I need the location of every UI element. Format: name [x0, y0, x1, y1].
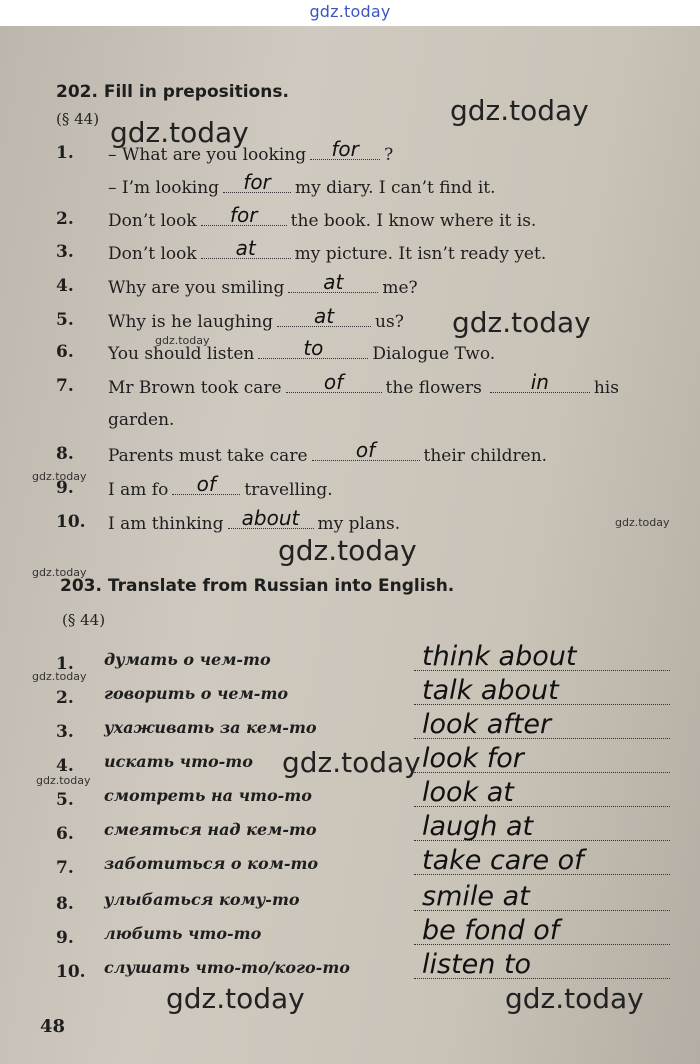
answer-blank[interactable]: [288, 270, 378, 294]
item-number: 9.: [56, 478, 74, 498]
exercise-item: [0, 438, 700, 474]
russian-phrase: смеяться над кем-то: [104, 820, 317, 839]
sentence-start: Mr Brown took care: [108, 378, 282, 398]
item-number: 10.: [56, 512, 86, 532]
answer-line[interactable]: [414, 811, 670, 842]
watermark: gdz.today: [155, 334, 210, 347]
item-number: 8.: [56, 894, 74, 914]
handwritten-translation: look at: [422, 777, 514, 808]
handwritten-answer: of: [196, 472, 216, 496]
item-number: 2.: [56, 688, 74, 708]
watermark: gdz.today: [110, 116, 249, 149]
handwritten-translation: be fond of: [422, 915, 560, 946]
handwritten-translation: smile at: [422, 881, 530, 912]
sentence-end: my diary. I can’t find it.: [295, 178, 496, 198]
handwritten-answer: of: [355, 438, 376, 462]
item-sentence: [108, 506, 401, 534]
item-number: 6.: [56, 342, 74, 362]
sentence-end: Dialogue Two.: [372, 344, 496, 364]
item-number: 7.: [56, 858, 74, 878]
translation-item: [0, 881, 700, 918]
handwritten-answer: in: [530, 370, 549, 394]
item-number: 4.: [56, 756, 74, 776]
russian-phrase: ухаживать за кем-то: [104, 718, 317, 737]
sentence-start: Don’t look: [108, 211, 197, 231]
handwritten-translation: look after: [422, 709, 552, 740]
answer-line[interactable]: [414, 641, 670, 672]
russian-phrase: искать что-то: [104, 752, 253, 771]
sentence-start: I am thinking: [108, 514, 224, 534]
item-sentence: [108, 236, 547, 264]
russian-phrase: улыбаться кому-то: [104, 890, 300, 909]
item-sentence: [108, 472, 333, 500]
item-sentence: [108, 170, 496, 198]
item-number: 4.: [56, 276, 74, 296]
answer-blank[interactable]: [286, 370, 382, 394]
item-number: 10.: [56, 962, 86, 982]
exercise-202-ref: (§ 44): [56, 110, 100, 128]
exercise-item: [0, 137, 700, 173]
handwritten-translation: look for: [422, 743, 524, 774]
item-number: 8.: [56, 444, 74, 464]
watermark: gdz.today: [452, 306, 591, 339]
watermark: gdz.today: [282, 746, 421, 779]
translation-item: [0, 845, 700, 882]
item-sentence: [108, 438, 548, 466]
item-sentence: [108, 410, 174, 430]
answer-blank[interactable]: [172, 472, 240, 496]
watermark: gdz.today: [505, 982, 644, 1015]
watermark: gdz.today: [278, 534, 417, 567]
top-watermark: gdz.today: [309, 2, 391, 21]
sentence-start: – What are you looking: [108, 145, 307, 165]
item-sentence: [108, 203, 537, 231]
sentence-end: their children.: [423, 446, 548, 466]
answer-blank[interactable]: [310, 137, 380, 161]
item-number: 1.: [56, 654, 74, 674]
handwritten-answer: for: [331, 137, 359, 161]
item-number: 5.: [56, 790, 74, 810]
item-number: 2.: [56, 209, 74, 229]
watermark: gdz.today: [32, 470, 87, 483]
russian-phrase: слушать что-то/кого-то: [104, 958, 350, 977]
answer-blank[interactable]: [201, 236, 291, 260]
sentence-end: ?: [384, 145, 394, 165]
exercise-item: [0, 270, 700, 306]
handwritten-answer: at: [323, 270, 344, 294]
translation-item: [0, 915, 700, 952]
sentence-start: Parents must take care: [108, 446, 308, 466]
exercise-item: [0, 236, 700, 272]
exercise-202-title: 202. Fill in prepositions.: [56, 82, 289, 102]
exercise-item: [0, 203, 700, 239]
sentence-end: the flowers: [385, 378, 482, 398]
sentence-end: travelling.: [244, 480, 333, 500]
sentence-start: You should listen: [108, 344, 255, 364]
answer-blank[interactable]: [223, 170, 291, 194]
translation-item: [0, 811, 700, 848]
item-sentence: [108, 304, 404, 332]
sentence-start: – I’m looking: [108, 178, 220, 198]
answer-blank[interactable]: [490, 370, 590, 394]
textbook-page: [0, 26, 700, 1064]
answer-line[interactable]: [414, 881, 670, 912]
answer-blank[interactable]: [312, 438, 420, 462]
sentence-end: his: [593, 378, 619, 398]
item-number: 7.: [56, 376, 74, 396]
exercise-item: [0, 304, 700, 340]
answer-blank[interactable]: [258, 336, 368, 360]
translation-item: [0, 709, 700, 746]
answer-line[interactable]: [414, 949, 670, 980]
russian-phrase: любить что-то: [104, 924, 262, 943]
answer-blank[interactable]: [228, 506, 314, 530]
item-number: 6.: [56, 824, 74, 844]
handwritten-translation: take care of: [422, 845, 584, 876]
handwritten-answer: at: [235, 236, 256, 260]
page-number: 48: [40, 1016, 66, 1037]
item-number: 3.: [56, 242, 74, 262]
item-number: 1.: [56, 143, 74, 163]
exercise-item: [0, 370, 700, 406]
sentence-start: garden.: [108, 410, 175, 430]
item-number: 5.: [56, 310, 74, 330]
exercise-203-title: 203. Translate from Russian into English.: [60, 576, 455, 596]
sentence-end: me?: [382, 278, 418, 298]
sentence-start: Don’t look: [108, 244, 197, 264]
watermark: gdz.today: [450, 94, 589, 127]
watermark: gdz.today: [32, 670, 87, 683]
answer-line[interactable]: [414, 743, 670, 774]
handwritten-answer: of: [323, 370, 344, 394]
russian-phrase: говорить о чем-то: [104, 684, 289, 703]
handwritten-answer: at: [313, 304, 335, 328]
watermark: gdz.today: [615, 516, 670, 529]
handwritten-translation: think about: [422, 641, 577, 672]
russian-phrase: смотреть на что-то: [104, 786, 312, 805]
sentence-end: us?: [375, 312, 404, 332]
answer-blank[interactable]: [277, 304, 371, 328]
watermark: gdz.today: [32, 566, 87, 579]
exercise-203-ref: (§ 44): [62, 611, 106, 629]
item-number: 9.: [56, 928, 74, 948]
handwritten-translation: talk about: [422, 675, 559, 706]
sentence-start: Why is he laughing: [108, 312, 274, 332]
item-sentence: [108, 370, 619, 398]
exercise-item: [0, 170, 700, 206]
item-sentence: [108, 270, 418, 298]
handwritten-answer: to: [303, 336, 324, 360]
answer-line[interactable]: [414, 845, 670, 876]
exercise-item: [0, 410, 700, 440]
sentence-end: my picture. It isn’t ready yet.: [294, 244, 547, 264]
russian-phrase: заботиться о ком-то: [104, 854, 319, 873]
sentence-end: the book. I know where it is.: [290, 211, 537, 231]
translation-item: [0, 641, 700, 678]
sentence-start: I am fo: [108, 480, 169, 500]
answer-line[interactable]: [414, 777, 670, 808]
answer-line[interactable]: [414, 709, 670, 740]
item-number: 3.: [56, 722, 74, 742]
sentence-end: my plans.: [317, 514, 401, 534]
handwritten-translation: laugh at: [422, 811, 534, 842]
answer-blank[interactable]: [201, 203, 287, 227]
answer-line[interactable]: [414, 675, 670, 706]
handwritten-translation: listen to: [422, 949, 532, 980]
handwritten-answer: for: [229, 203, 258, 227]
sentence-start: Why are you smiling: [108, 278, 285, 298]
handwritten-answer: about: [241, 506, 300, 530]
watermark: gdz.today: [36, 774, 91, 787]
russian-phrase: думать о чем-то: [104, 650, 271, 669]
watermark: gdz.today: [166, 982, 305, 1015]
answer-line[interactable]: [414, 915, 670, 946]
handwritten-answer: for: [243, 170, 271, 194]
